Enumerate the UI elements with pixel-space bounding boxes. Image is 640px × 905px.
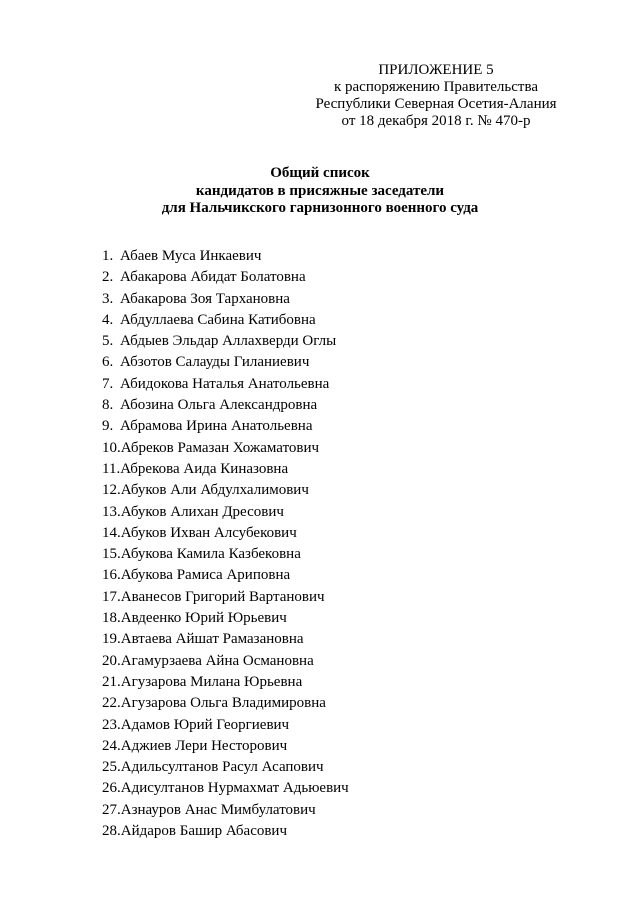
list-item bbox=[102, 289, 349, 310]
list-item-name: Абаев Муса Инкаевич bbox=[120, 248, 262, 264]
list-item bbox=[102, 629, 349, 650]
list-item bbox=[102, 374, 349, 395]
list-item bbox=[102, 416, 349, 437]
list-item-number: 5. bbox=[102, 333, 114, 350]
list-item-number: 22. bbox=[102, 695, 121, 712]
list-item-name: Азнауров Анас Мимбулатович bbox=[120, 801, 316, 818]
list-item bbox=[102, 736, 349, 757]
title-line: кандидатов в присяжные заседатели bbox=[195, 182, 445, 199]
list-item bbox=[102, 608, 349, 629]
title-line: Общий список bbox=[270, 165, 370, 181]
list-item-name: Абреков Рамазан Хожаматович bbox=[120, 439, 320, 456]
appendix-number: ПРИЛОЖЕНИЕ 5 bbox=[378, 62, 494, 78]
list-item-name: Айдаров Башир Абасович bbox=[120, 823, 288, 840]
list-item-name: Агузарова Ольга Владимировна bbox=[120, 695, 326, 712]
list-item-number: 2. bbox=[102, 269, 114, 286]
list-item-number: 26. bbox=[102, 780, 121, 797]
list-item-number: 13. bbox=[102, 503, 121, 520]
list-item-name: Абозина Ольга Александровна bbox=[120, 397, 318, 414]
list-item bbox=[102, 778, 349, 799]
list-item-number: 7. bbox=[102, 375, 114, 392]
list-item bbox=[102, 672, 349, 693]
list-item-name: Аджиев Лери Несторович bbox=[120, 737, 288, 754]
list-item bbox=[102, 565, 349, 586]
list-item-number: 27. bbox=[102, 801, 121, 818]
list-item bbox=[102, 821, 349, 842]
list-item-number: 23. bbox=[102, 716, 121, 733]
list-item-number: 20. bbox=[102, 652, 121, 669]
list-item-number: 16. bbox=[102, 567, 121, 584]
list-item-name: Абукова Камила Казбековна bbox=[120, 546, 301, 563]
list-item bbox=[102, 352, 349, 373]
list-item-name: Агамурзаева Айна Османовна bbox=[120, 652, 314, 669]
list-item bbox=[102, 715, 349, 736]
list-item-name: Абакарова Зоя Тархановна bbox=[120, 290, 290, 307]
list-item-number: 19. bbox=[102, 631, 121, 648]
list-item-name: Абзотов Салауды Гиланиевич bbox=[120, 354, 310, 371]
list-item-name: Абидокова Наталья Анатольевна bbox=[120, 375, 330, 392]
appendix-header bbox=[300, 62, 572, 130]
candidate-list bbox=[102, 246, 349, 842]
list-item bbox=[102, 267, 349, 288]
list-item-name: Абукова Рамиса Ариповна bbox=[120, 567, 291, 584]
title-line: для Нальчикского гарнизонного военного суда bbox=[161, 200, 479, 216]
list-item-number: 17. bbox=[102, 588, 121, 605]
list-item-name: Абуков Алихан Дресович bbox=[120, 503, 284, 520]
list-item-name: Абуков Ихван Алсубекович bbox=[120, 524, 297, 541]
list-item-number: 28. bbox=[102, 823, 121, 840]
list-item bbox=[102, 310, 349, 331]
list-item-name: Абрамова Ирина Анатольевна bbox=[120, 418, 313, 435]
list-item-number: 18. bbox=[102, 610, 121, 627]
list-item-number: 9. bbox=[102, 418, 114, 435]
appendix-authority: Республики Северная Осетия-Алания bbox=[315, 96, 557, 112]
list-item-name: Абакарова Абидат Болатовна bbox=[120, 269, 306, 286]
list-item-name: Адисултанов Нурмахмат Адьюевич bbox=[120, 780, 349, 797]
list-item-name: Аванесов Григорий Вартанович bbox=[120, 588, 325, 605]
list-item-name: Авдеенко Юрий Юрьевич bbox=[120, 610, 287, 627]
list-item-number: 6. bbox=[102, 354, 114, 371]
list-item-name: Абдыев Эльдар Аллахверди Оглы bbox=[120, 333, 337, 350]
list-item-name: Агузарова Милана Юрьевна bbox=[120, 673, 303, 690]
list-item bbox=[102, 693, 349, 714]
list-item-name: Автаева Айшат Рамазановна bbox=[120, 631, 304, 648]
list-item bbox=[102, 523, 349, 544]
list-item-number: 10. bbox=[102, 439, 121, 456]
list-item-name: Адильсултанов Расул Асапович bbox=[120, 759, 324, 776]
list-item-number: 1. bbox=[102, 248, 114, 264]
list-item-number: 11. bbox=[102, 460, 121, 477]
list-item bbox=[102, 544, 349, 565]
list-item bbox=[102, 438, 349, 459]
appendix-date: от 18 декабря 2018 г. № 470-р bbox=[341, 113, 531, 129]
list-item bbox=[102, 800, 349, 821]
document-title bbox=[0, 165, 640, 218]
appendix-reference: к распоряжению Правительства bbox=[333, 79, 538, 95]
list-item-number: 24. bbox=[102, 737, 121, 754]
list-item bbox=[102, 459, 349, 480]
list-item-number: 15. bbox=[102, 546, 121, 563]
list-item-number: 3. bbox=[102, 290, 114, 307]
list-item bbox=[102, 651, 349, 672]
list-item-number: 14. bbox=[102, 524, 121, 541]
list-item-number: 8. bbox=[102, 397, 114, 414]
list-item bbox=[102, 757, 349, 778]
list-item bbox=[102, 480, 349, 501]
list-item bbox=[102, 331, 349, 352]
list-item-name: Абдуллаева Сабина Катибовна bbox=[120, 311, 316, 328]
list-item-number: 25. bbox=[102, 759, 121, 776]
list-item-name: Абуков Али Абдулхалимович bbox=[120, 482, 309, 499]
list-item-number: 12. bbox=[102, 482, 121, 499]
list-item-name: Абрекова Аида Киназовна bbox=[120, 460, 289, 477]
list-item-number: 21. bbox=[102, 673, 121, 690]
list-item bbox=[102, 246, 349, 267]
list-item bbox=[102, 502, 349, 523]
list-item bbox=[102, 395, 349, 416]
list-item bbox=[102, 587, 349, 608]
list-item-name: Адамов Юрий Георгиевич bbox=[120, 716, 290, 733]
list-item-number: 4. bbox=[102, 311, 114, 328]
